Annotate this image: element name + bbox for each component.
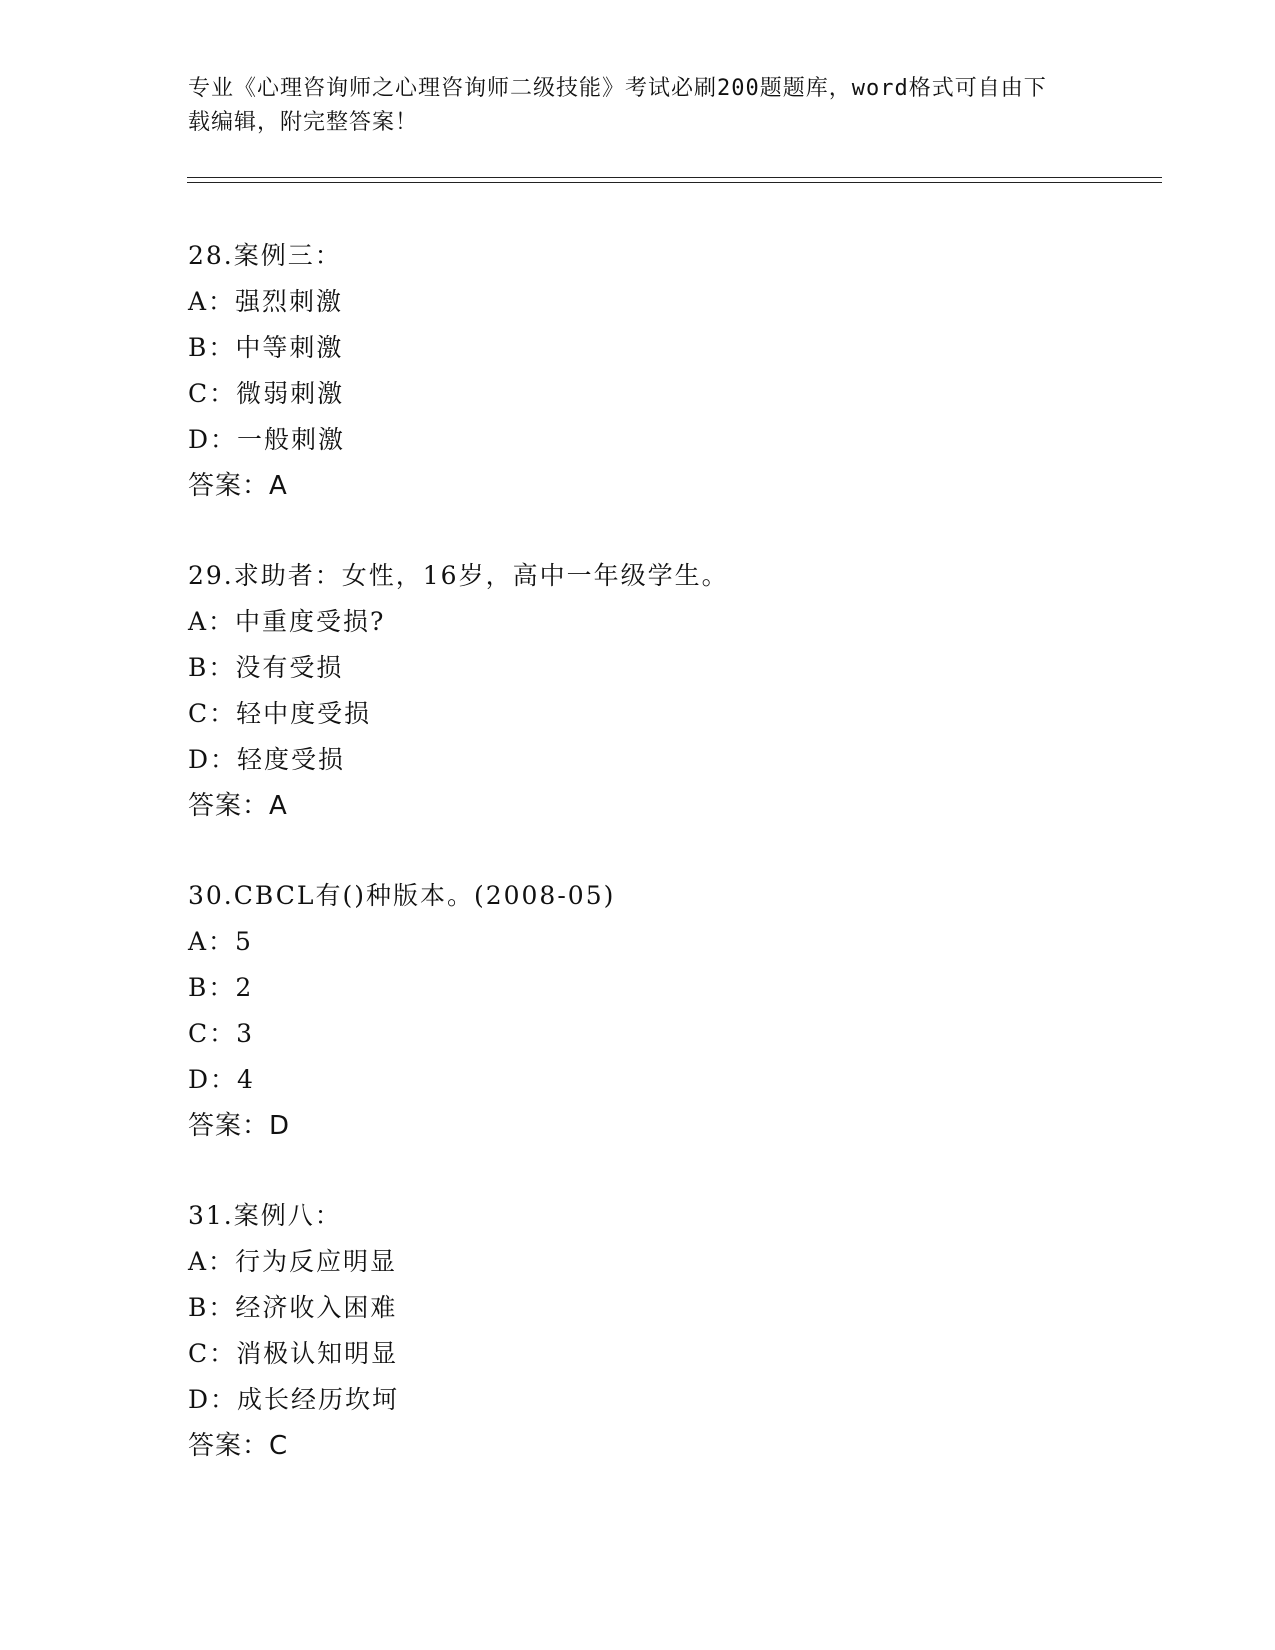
option-b: B：2 bbox=[188, 973, 254, 1002]
question-30 bbox=[188, 873, 1148, 1149]
option-d: D：一般刺激 bbox=[188, 425, 346, 454]
question-stem: 30.CBCL有()种版本。(2008-05) bbox=[188, 881, 616, 910]
answer-label: 答案：D bbox=[188, 1111, 291, 1141]
option-c: C：3 bbox=[188, 1019, 255, 1048]
option-a: A：中重度受损? bbox=[188, 607, 386, 636]
option-d: D：轻度受损 bbox=[188, 745, 346, 774]
option-c: C：轻中度受损 bbox=[188, 699, 372, 728]
question-stem: 31.案例八： bbox=[188, 1201, 342, 1230]
option-b: B：中等刺激 bbox=[188, 333, 344, 362]
header-divider-top bbox=[187, 177, 1162, 178]
option-b: B：经济收入困难 bbox=[188, 1293, 398, 1322]
option-d: D：4 bbox=[188, 1065, 255, 1094]
question-stem: 28.案例三： bbox=[188, 241, 342, 270]
question-stem: 29.求助者：女性，16岁，高中一年级学生。 bbox=[188, 561, 729, 590]
option-c: C：消极认知明显 bbox=[188, 1339, 399, 1368]
option-a: A：5 bbox=[188, 927, 253, 956]
question-31 bbox=[188, 1193, 1148, 1469]
option-a: A：强烈刺激 bbox=[188, 287, 344, 316]
answer-label: 答案：A bbox=[188, 471, 288, 501]
option-c: C：微弱刺激 bbox=[188, 379, 345, 408]
header-divider-bottom bbox=[187, 182, 1162, 183]
answer-label: 答案：A bbox=[188, 791, 288, 821]
question-29 bbox=[188, 553, 1148, 829]
option-a: A：行为反应明显 bbox=[188, 1247, 398, 1276]
question-list bbox=[188, 233, 1148, 1513]
document-header-text: 专业《心理咨询师之心理咨询师二级技能》考试必刷200题题库，word格式可自由下载编辑，附完整答案！ bbox=[188, 76, 1047, 135]
option-d: D：成长经历坎坷 bbox=[188, 1385, 400, 1414]
option-b: B：没有受损 bbox=[188, 653, 344, 682]
question-28 bbox=[188, 233, 1148, 509]
answer-label: 答案：C bbox=[188, 1431, 289, 1461]
